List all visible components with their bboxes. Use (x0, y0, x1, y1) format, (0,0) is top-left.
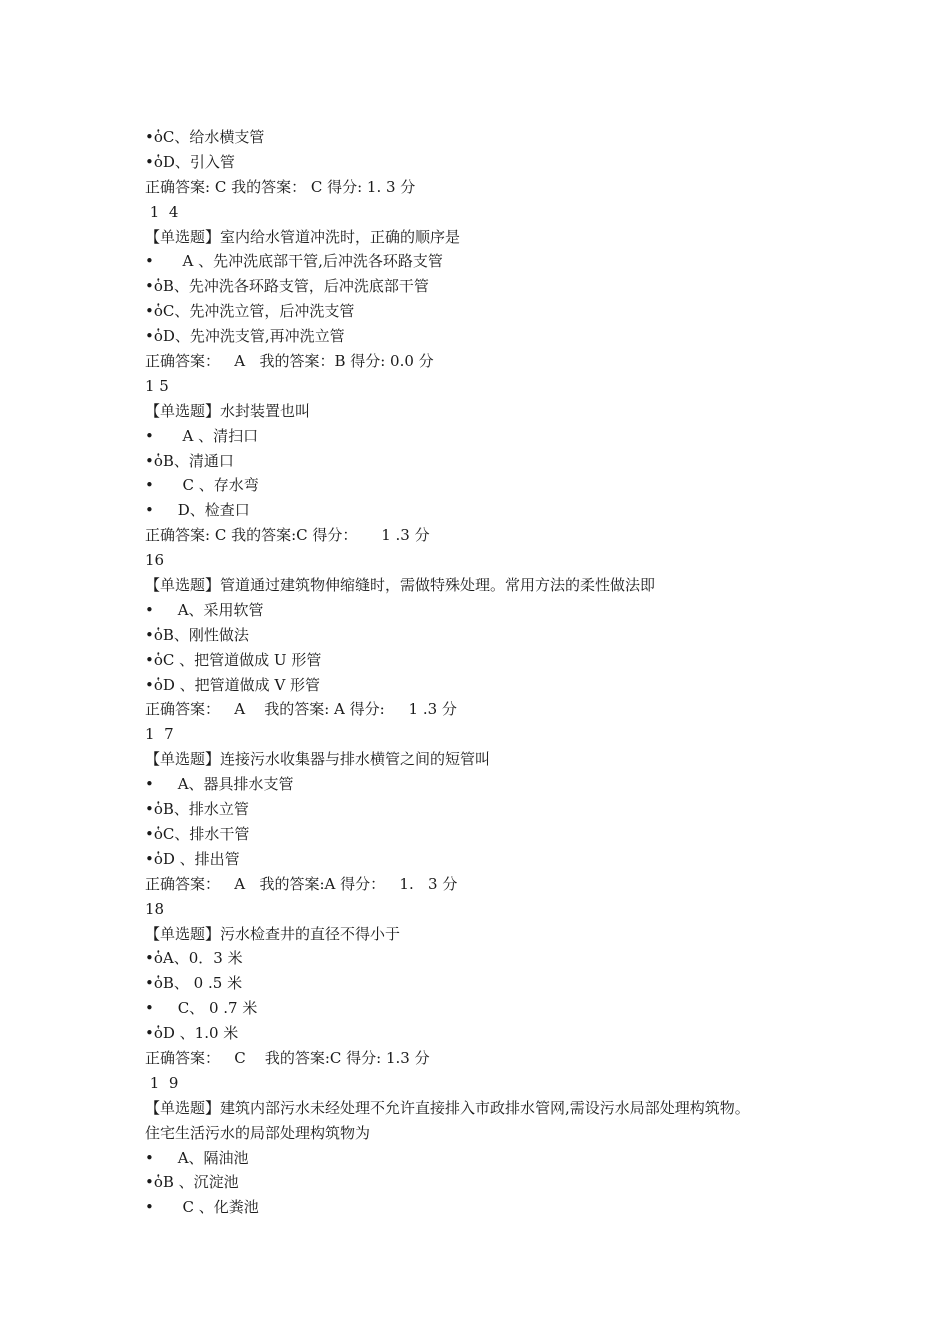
bullet-icon: •ὁ (145, 128, 163, 146)
line-text: A、器具排水支管 (153, 775, 294, 794)
line-text: B、刚性做法 (162, 625, 249, 644)
bullet-icon: •ὁ (145, 451, 163, 470)
line-text: A、隔油池 (153, 1148, 249, 1167)
line-text: B、排水立管 (162, 800, 249, 819)
bullet-icon: •ὁ (145, 302, 163, 321)
line-text: D 、1.0 米 (162, 1024, 239, 1043)
line-text: 正确答案: C 我的答案:C 得分： 1 .3 分 (145, 526, 430, 545)
line-text: D 、把管道做成 V 形管 (162, 675, 321, 694)
line-text: D 、排出管 (162, 849, 240, 868)
question-text (145, 1121, 845, 1146)
document-page (145, 125, 845, 1220)
question-number (145, 722, 845, 747)
question-text (145, 747, 845, 772)
line-text: 1 9 (145, 1073, 179, 1092)
bullet-icon: •ὁ (145, 800, 163, 819)
line-text: C、先冲洗立管，后冲洗支管 (162, 302, 355, 321)
line-text: C 、存水弯 (153, 476, 259, 495)
line-text: 正确答案： A 我的答案: A 得分: 1 .3 分 (145, 700, 457, 719)
bullet-icon: •ὁ (145, 152, 163, 171)
line-text: D、检查口 (153, 501, 250, 520)
bullet-icon: •ὁ (145, 675, 163, 694)
option-line (145, 125, 845, 150)
line-text: D、引入管 (162, 152, 235, 171)
bullet-icon: • (145, 426, 154, 445)
bullet-icon: •ὁ (145, 974, 163, 993)
line-text: D、先冲洗支管,再冲洗立管 (162, 327, 345, 346)
option-line (145, 498, 845, 523)
bullet-icon: •ὁ (145, 625, 163, 644)
line-text: 18 (145, 899, 165, 918)
option-line (145, 648, 845, 673)
line-text: 16 (145, 551, 165, 570)
answer-line (145, 697, 845, 722)
option-line (145, 822, 845, 847)
line-text: 正确答案: C 我的答案： C 得分: 1. 3 分 (145, 177, 416, 196)
line-text: 【单选题】建筑内部污水未经处理不允许直接排入市政排水管网,需设污水局部处理构筑物。 (145, 1098, 750, 1117)
option-line (145, 274, 845, 299)
bullet-icon: •ὁ (145, 650, 163, 669)
line-text: C 、把管道做成 U 形管 (162, 650, 322, 669)
option-line (145, 847, 845, 872)
line-text: B、清通口 (162, 451, 234, 470)
bullet-icon: •ὁ (145, 849, 163, 868)
line-text: 1 4 (145, 202, 179, 221)
line-text: 【单选题】室内给水管道冲洗时，正确的顺序是 (145, 227, 461, 246)
line-text: 【单选题】连接污水收集器与排水横管之间的短管叫 (145, 750, 491, 769)
line-text: B、 0 .5 米 (162, 974, 243, 993)
line-text: 正确答案： A 我的答案:A 得分： 1. 3 分 (145, 874, 458, 893)
question-text (145, 1096, 845, 1121)
bullet-icon: • (145, 600, 154, 619)
option-line (145, 673, 845, 698)
line-text: A 、先冲洗底部干管,后冲洗各环路支管 (153, 252, 443, 271)
option-line (145, 424, 845, 449)
line-text: A 、清扫口 (153, 426, 259, 445)
option-line (145, 598, 845, 623)
line-text: C 、化粪池 (153, 1198, 259, 1217)
option-line (145, 1170, 845, 1195)
answer-line (145, 349, 845, 374)
line-text: B 、沉淀池 (162, 1173, 239, 1192)
line-text: 住宅生活污水的局部处理构筑物为 (145, 1123, 371, 1142)
bullet-icon: •ὁ (145, 824, 163, 843)
line-text: C、给水横支管 (162, 128, 265, 146)
question-number (145, 548, 845, 573)
option-line (145, 971, 845, 996)
option-line (145, 772, 845, 797)
question-text (145, 922, 845, 947)
option-line (145, 1195, 845, 1220)
question-number (145, 374, 845, 399)
line-text: 【单选题】水封装置也叫 (145, 401, 311, 420)
line-text: 正确答案： C 我的答案:C 得分: 1.3 分 (145, 1048, 430, 1067)
bullet-icon: • (145, 775, 154, 794)
line-text: 【单选题】污水检查井的直径不得小于 (145, 924, 401, 943)
answer-line (145, 1046, 845, 1071)
question-text (145, 573, 845, 598)
question-number (145, 897, 845, 922)
bullet-icon: •ὁ (145, 277, 163, 296)
bullet-icon: •ὁ (145, 1024, 163, 1043)
line-text: 1 5 (145, 376, 169, 395)
answer-line (145, 523, 845, 548)
answer-line (145, 175, 845, 200)
option-line (145, 150, 845, 175)
question-number (145, 1071, 845, 1096)
question-text (145, 225, 845, 250)
bullet-icon: • (145, 501, 154, 520)
option-line (145, 324, 845, 349)
option-line (145, 449, 845, 474)
question-number (145, 200, 845, 225)
option-line (145, 249, 845, 274)
option-line (145, 797, 845, 822)
line-text: C、 0 .7 米 (153, 999, 258, 1018)
option-line (145, 996, 845, 1021)
option-line (145, 1021, 845, 1046)
bullet-icon: •ὁ (145, 949, 163, 968)
line-text: B、先冲洗各环路支管，后冲洗底部干管 (162, 277, 429, 296)
answer-line (145, 872, 845, 897)
line-text: A、0．3 米 (162, 949, 243, 968)
bullet-icon: •ὁ (145, 327, 163, 346)
bullet-icon: • (145, 1198, 154, 1217)
bullet-icon: • (145, 1148, 154, 1167)
question-text (145, 399, 845, 424)
option-line (145, 946, 845, 971)
option-line (145, 299, 845, 324)
bullet-icon: • (145, 252, 154, 271)
option-line (145, 473, 845, 498)
option-line (145, 623, 845, 648)
bullet-icon: •ὁ (145, 1173, 163, 1192)
line-text: 【单选题】管道通过建筑物伸缩缝时，需做特殊处理。常用方法的柔性做法即 (145, 576, 656, 595)
bullet-icon: • (145, 476, 154, 495)
line-text: 正确答案： A 我的答案：B 得分: 0.0 分 (145, 352, 434, 371)
line-text: A、采用软管 (153, 600, 264, 619)
line-text: C、排水干管 (162, 824, 250, 843)
bullet-icon: • (145, 999, 154, 1018)
option-line (145, 1146, 845, 1171)
line-text: 1 7 (145, 725, 174, 744)
